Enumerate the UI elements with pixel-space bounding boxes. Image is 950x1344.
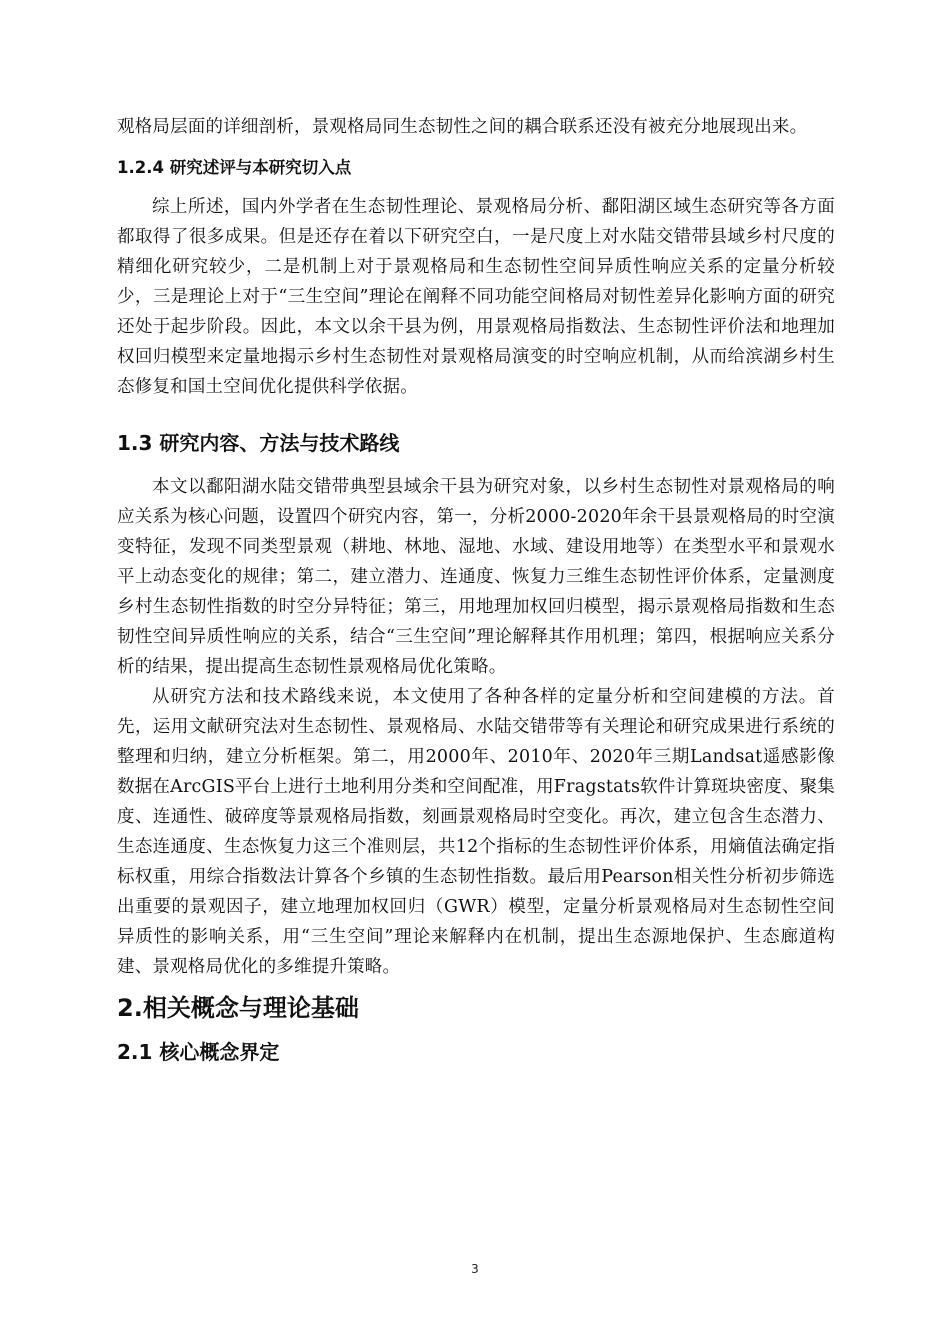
document-page <box>117 112 835 1068</box>
paragraph-continuation: 观格局层面的详细剖析，景观格局同生态韧性之间的耦合联系还没有被充分地展现出来。 <box>117 117 808 137</box>
heading-1-3: 1.3 研究内容、方法与技术路线 <box>117 431 400 455</box>
page-number: 3 <box>471 1262 479 1276</box>
heading-1-2-4: 1.2.4 研究述评与本研究切入点 <box>117 158 352 177</box>
paragraph-research-content: 本文以鄱阳湖水陆交错带典型县域余干县为研究对象，以乡村生态韧性对景观格局的响应关系为核心问题，设置四个研究内容，第一，分析2000-2020年余干县景观格局的时空演变特征，发现不同类型景观（耕地、林地、湿地、水域、建设用地等）在类型水平和景观水平上动态变化的规律；第二，建立潜力、连通度、恢复力三维生态韧性评价体系，定量测度乡村生态韧性指数的时空分异特征；第三，用地理加权回归模型，揭示景观格局指数和生态韧性空间异质性响应的关系，结合“三生空间”理论解释其作用机理；第四，根据响应关系分析的结果，提出提高生态韧性景观格局优化策略。 <box>117 477 835 677</box>
heading-2: 2.相关概念与理论基础 <box>117 994 359 1022</box>
paragraph-review-summary: 综上所述，国内外学者在生态韧性理论、景观格局分析、鄱阳湖区域生态研究等各方面都取得了很多成果。但是还存在着以下研究空白，一是尺度上对水陆交错带县域乡村尺度的精细化研究较少，二是机制上对于景观格局和生态韧性空间异质性响应关系的定量分析较少，三是理论上对于“三生空间”理论在阐释不同功能空间格局对韧性差异化影响方面的研究还处于起步阶段。因此，本文以余干县为例，用景观格局指数法、生态韧性评价法和地理加权回归模型来定量地揭示乡村生态韧性对景观格局演变的时空响应机制，从而给滨湖乡村生态修复和国土空间优化提供科学依据。 <box>117 197 835 397</box>
paragraph-research-methods: 从研究方法和技术路线来说，本文使用了各种各样的定量分析和空间建模的方法。首先，运用文献研究法对生态韧性、景观格局、水陆交错带等有关理论和研究成果进行系统的整理和归纳，建立分析框架。第二，用2000年、2010年、2020年三期Landsat遥感影像数据在ArcGIS平台上进行土地利用分类和空间配准，用Fragstats软件计算斑块密度、聚集度、连通性、破碎度等景观格局指数，刻画景观格局时空变化。再次，建立包含生态潜力、生态连通度、生态恢复力这三个准则层，共12个指标的生态韧性评价体系，用熵值法确定指标权重，用综合指数法计算各个乡镇的生态韧性指数。最后用Pearson相关性分析初步筛选出重要的景观因子，建立地理加权回归（GWR）模型，定量分析景观格局对生态韧性空间异质性的影响关系，用“三生空间”理论来解释内在机制，提出生态源地保护、生态廊道构建、景观格局优化的多维提升策略。 <box>117 687 835 977</box>
heading-2-1: 2.1 核心概念界定 <box>117 1040 280 1064</box>
